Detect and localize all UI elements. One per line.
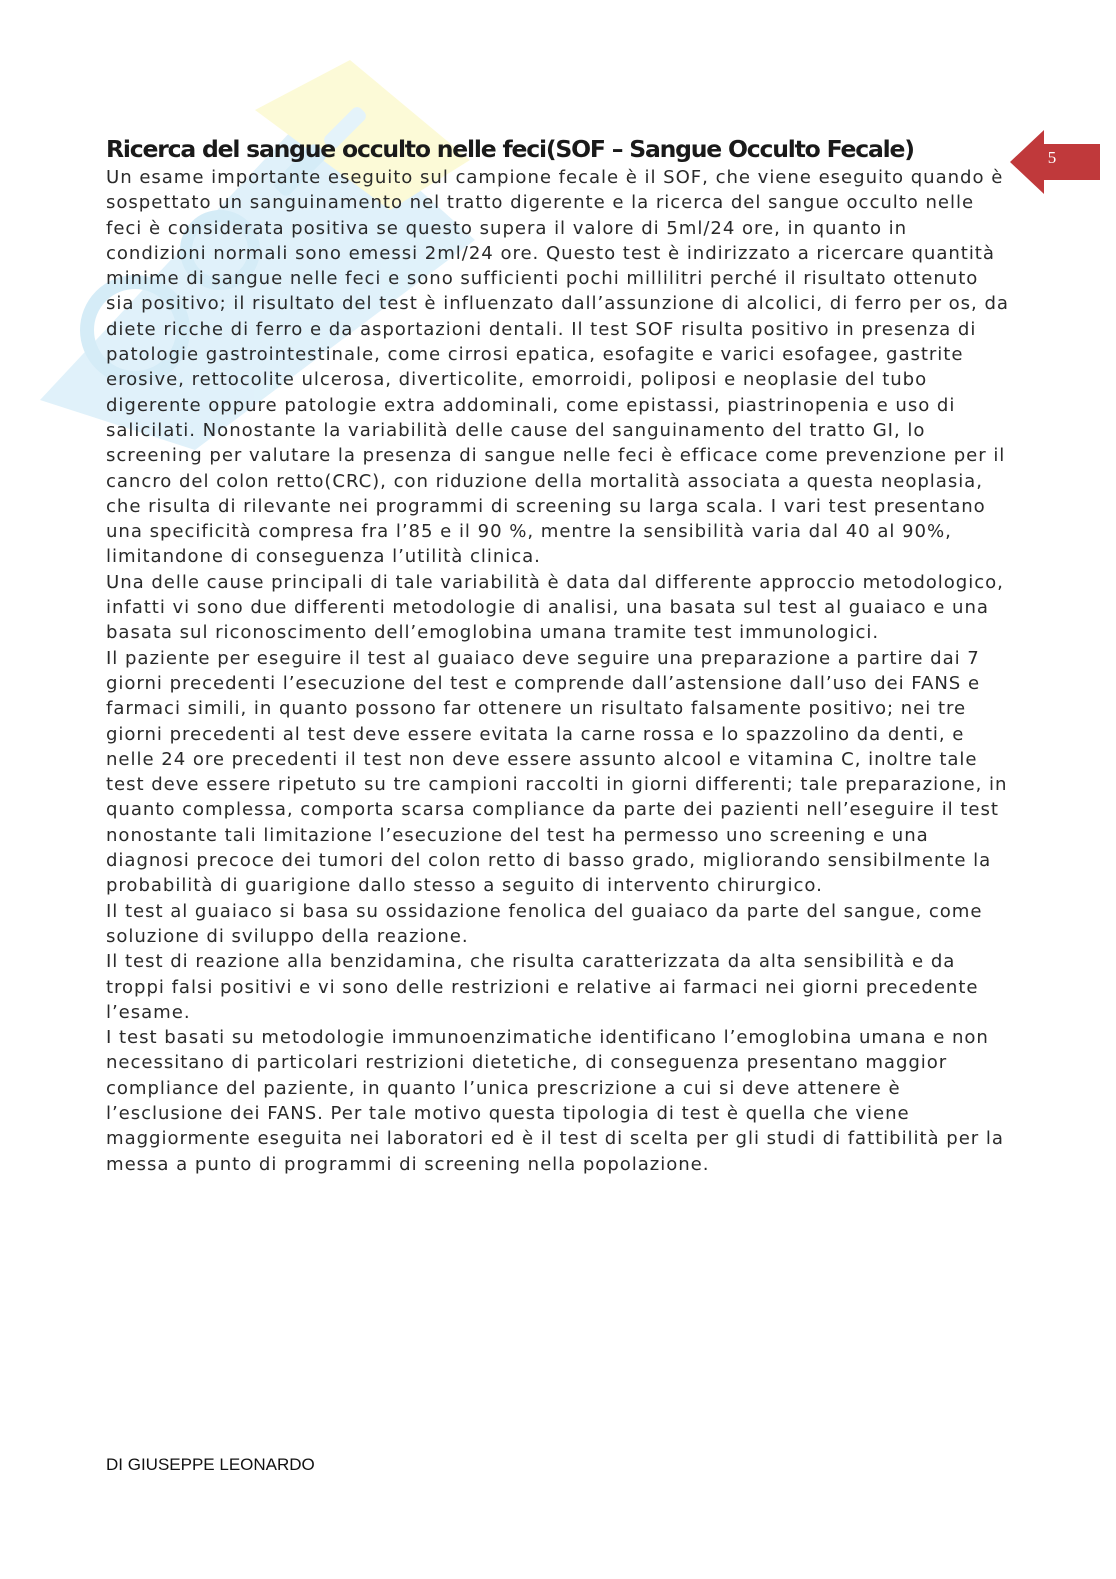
page-number: 5 — [1047, 148, 1057, 167]
paragraph: Il test di reazione alla benzidamina, che risulta caratterizzata da alta sensibilità e da troppi falsi positivi e vi sono delle restrizioni e relative ai farmaci nei giorni precedente l’esame. — [106, 951, 979, 1023]
paragraph: Una delle cause principali di tale variabilità è data dal differente approccio metodologico, infatti vi sono due differenti metodologie di analisi, una basata sul test al guaiaco e una basata sul riconoscimento dell’emoglobina umana tramite test immunologici. — [106, 571, 1004, 644]
body-text — [106, 165, 1011, 1177]
paragraph: Un esame importante eseguito sul campione fecale è il SOF, che viene eseguito quando è sospettato un sanguinamento nel tratto digerente e la ricerca del sangue occulto nelle feci è considerata positiva se questo supera il valore di 5ml/24 ore, in quanto in condizioni normali sono emessi 2ml/24 ore. Questo test è indirizzato a ricercare quantità minime di sangue nelle feci e sono sufficienti pochi millilitri perché il risultato ottenuto sia positivo; il risultato del test è influenzato dall’assunzione di alcolici, di ferro per os, da diete ricche di ferro e da asportazioni dentali. Il test SOF risulta positivo in presenza di patologie gastrointestinale, come cirrosi epatica, esofagite e varici esofagee, gastrite erosive, rettocolite ulcerosa, diverticolite, emorroidi, poliposi e neoplasie del tubo digerente oppure patologie extra addominali, come epistassi, piastrinopenia e uso di salicilati. Nonostante la variabilità delle cause del sanguinamento del tratto GI, lo screening per valutare la presenza di sangue nelle feci è efficace come prevenzione per il cancro del colon retto(CRC), con riduzione della mortalità associata a questa neoplasia, che risulta di rilevante nei programmi di screening su larga scala. I vari test presentano una specificità compresa fra l’85 e il 90 %, mentre la sensibilità varia dal 40 al 90%, limitandone di conseguenza l’utilità clinica. — [106, 167, 1009, 568]
paragraph: Il test al guaiaco si basa su ossidazione fenolica del guaiaco da parte del sangue, come soluzione di sviluppo della reazione. — [106, 900, 983, 947]
page-content — [106, 133, 1011, 1177]
footer-author: DI GIUSEPPE LEONARDO — [106, 1455, 315, 1474]
section-heading: Ricerca del sangue occulto nelle feci(SOF – Sangue Occulto Fecale) — [106, 135, 914, 163]
paragraph: Il paziente per eseguire il test al guaiaco deve seguire una preparazione a partire dai 7 giorni precedenti l’esecuzione del test e comprende dall’astensione dall’uso dei FANS e farmaci simili, in quanto possono far ottenere un risultato falsamente positivo; nei tre giorni precedenti al test deve essere evitata la carne rossa e lo spazzolino da denti, e nelle 24 ore precedenti il test non deve essere assunto alcool e vitamina C, inoltre tale test deve essere ripetuto su tre campioni raccolti in giorni differenti; tale preparazione, in quanto complessa, comporta scarsa compliance da parte dei pazienti nell’eseguire il test nonostante tali limitazione l’esecuzione del test ha permesso uno screening e una diagnosi precoce dei tumori del colon retto di basso grado, migliorando sensibilmente la probabilità di guarigione dallo stesso a seguito di intervento chirurgico. — [106, 647, 1008, 897]
paragraph: I test basati su metodologie immunoenzimatiche identificano l’emoglobina umana e non necessitano di particolari restrizioni dietetiche, di conseguenza presentano maggior compliance del paziente, in quanto l’unica prescrizione a cui si deve attenere è l’esclusione dei FANS. Per tale motivo questa tipologia di test è quella che viene maggiormente eseguita nei laboratori ed è il test di scelta per gli studi di fattibilità per la messa a punto di programmi di screening nella popolazione. — [106, 1027, 1004, 1175]
